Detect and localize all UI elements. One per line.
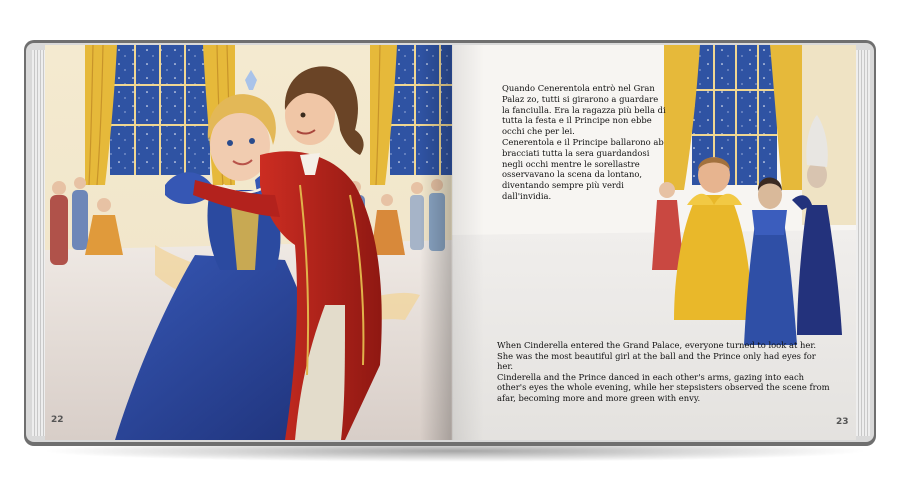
english-paragraph-2: Cinderella and the Prince danced in each other's arms, gazing into each other's eyes the whole evening, while her stepsisters observed the scene from afar, becoming more and more green with envy. [497, 371, 830, 403]
left-page [45, 45, 452, 440]
dance-illustration [45, 45, 452, 440]
italian-text [502, 83, 667, 202]
italian-paragraph-2: Cenerentola e il Principe ballarono ab bracciati tutta la sera guardandosi negli occhi mentre le sorellastre osservavano la scena da lontano, diventando sempre più verdi dall'invidia. [502, 136, 664, 201]
english-text [497, 340, 832, 404]
window-night-sky [390, 45, 452, 175]
english-paragraph-1: When Cinderella entered the Grand Palace, everyone turned to look at her. She was the most beautiful girl at the ball and the Prince only had eyes for her. [497, 340, 817, 372]
italian-paragraph-1: Quando Cenerentola entrò nel Gran Palaz zo, tutti si girarono a guardare la fanciulla. Era la ragazza più bella di tutta la festa e il Principe non ebbe occhi che per lei. [502, 83, 666, 137]
right-page-stack [856, 50, 870, 436]
page-number-left: 22 [51, 415, 64, 425]
left-page-stack [32, 50, 45, 436]
page-number-right: 23 [836, 417, 849, 427]
right-page [452, 45, 856, 440]
